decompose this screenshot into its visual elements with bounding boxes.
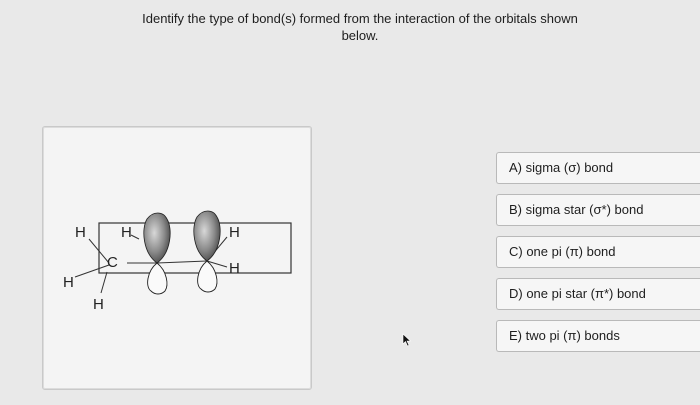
question-text [70, 10, 650, 44]
option-c[interactable]: C) one pi (π) bond [496, 236, 700, 268]
orbital-diagram [43, 127, 311, 389]
atom-label-h: H [229, 224, 240, 241]
option-e[interactable]: E) two pi (π) bonds [496, 320, 700, 352]
atom-label-h: H [229, 260, 240, 277]
question-line-2: below. [341, 28, 379, 43]
bond-line [157, 261, 207, 263]
p-orbital-bottom-lobe [198, 261, 217, 292]
option-b[interactable]: B) sigma star (σ*) bond [496, 194, 700, 226]
option-a[interactable]: A) sigma (σ) bond [496, 152, 700, 184]
atom-label-h: H [63, 274, 74, 291]
atom-label-h: H [75, 224, 86, 241]
atom-label-h: H [93, 296, 104, 313]
mouse-pointer-icon [402, 333, 412, 347]
answer-options [496, 152, 700, 362]
atom-label-h: H [121, 224, 132, 241]
p-orbital-bottom-lobe [148, 263, 167, 294]
bond-line [75, 265, 109, 277]
orbital-figure [42, 126, 312, 390]
bond-line [101, 272, 107, 293]
p-orbital-top-lobe [194, 211, 220, 261]
question-line-1: Identify the type of bond(s) formed from the interaction of the orbitals shown [142, 11, 578, 26]
option-d[interactable]: D) one pi star (π*) bond [496, 278, 700, 310]
p-orbital-top-lobe [144, 213, 170, 263]
bond-line [131, 235, 139, 239]
atom-label-c: C [107, 254, 118, 271]
